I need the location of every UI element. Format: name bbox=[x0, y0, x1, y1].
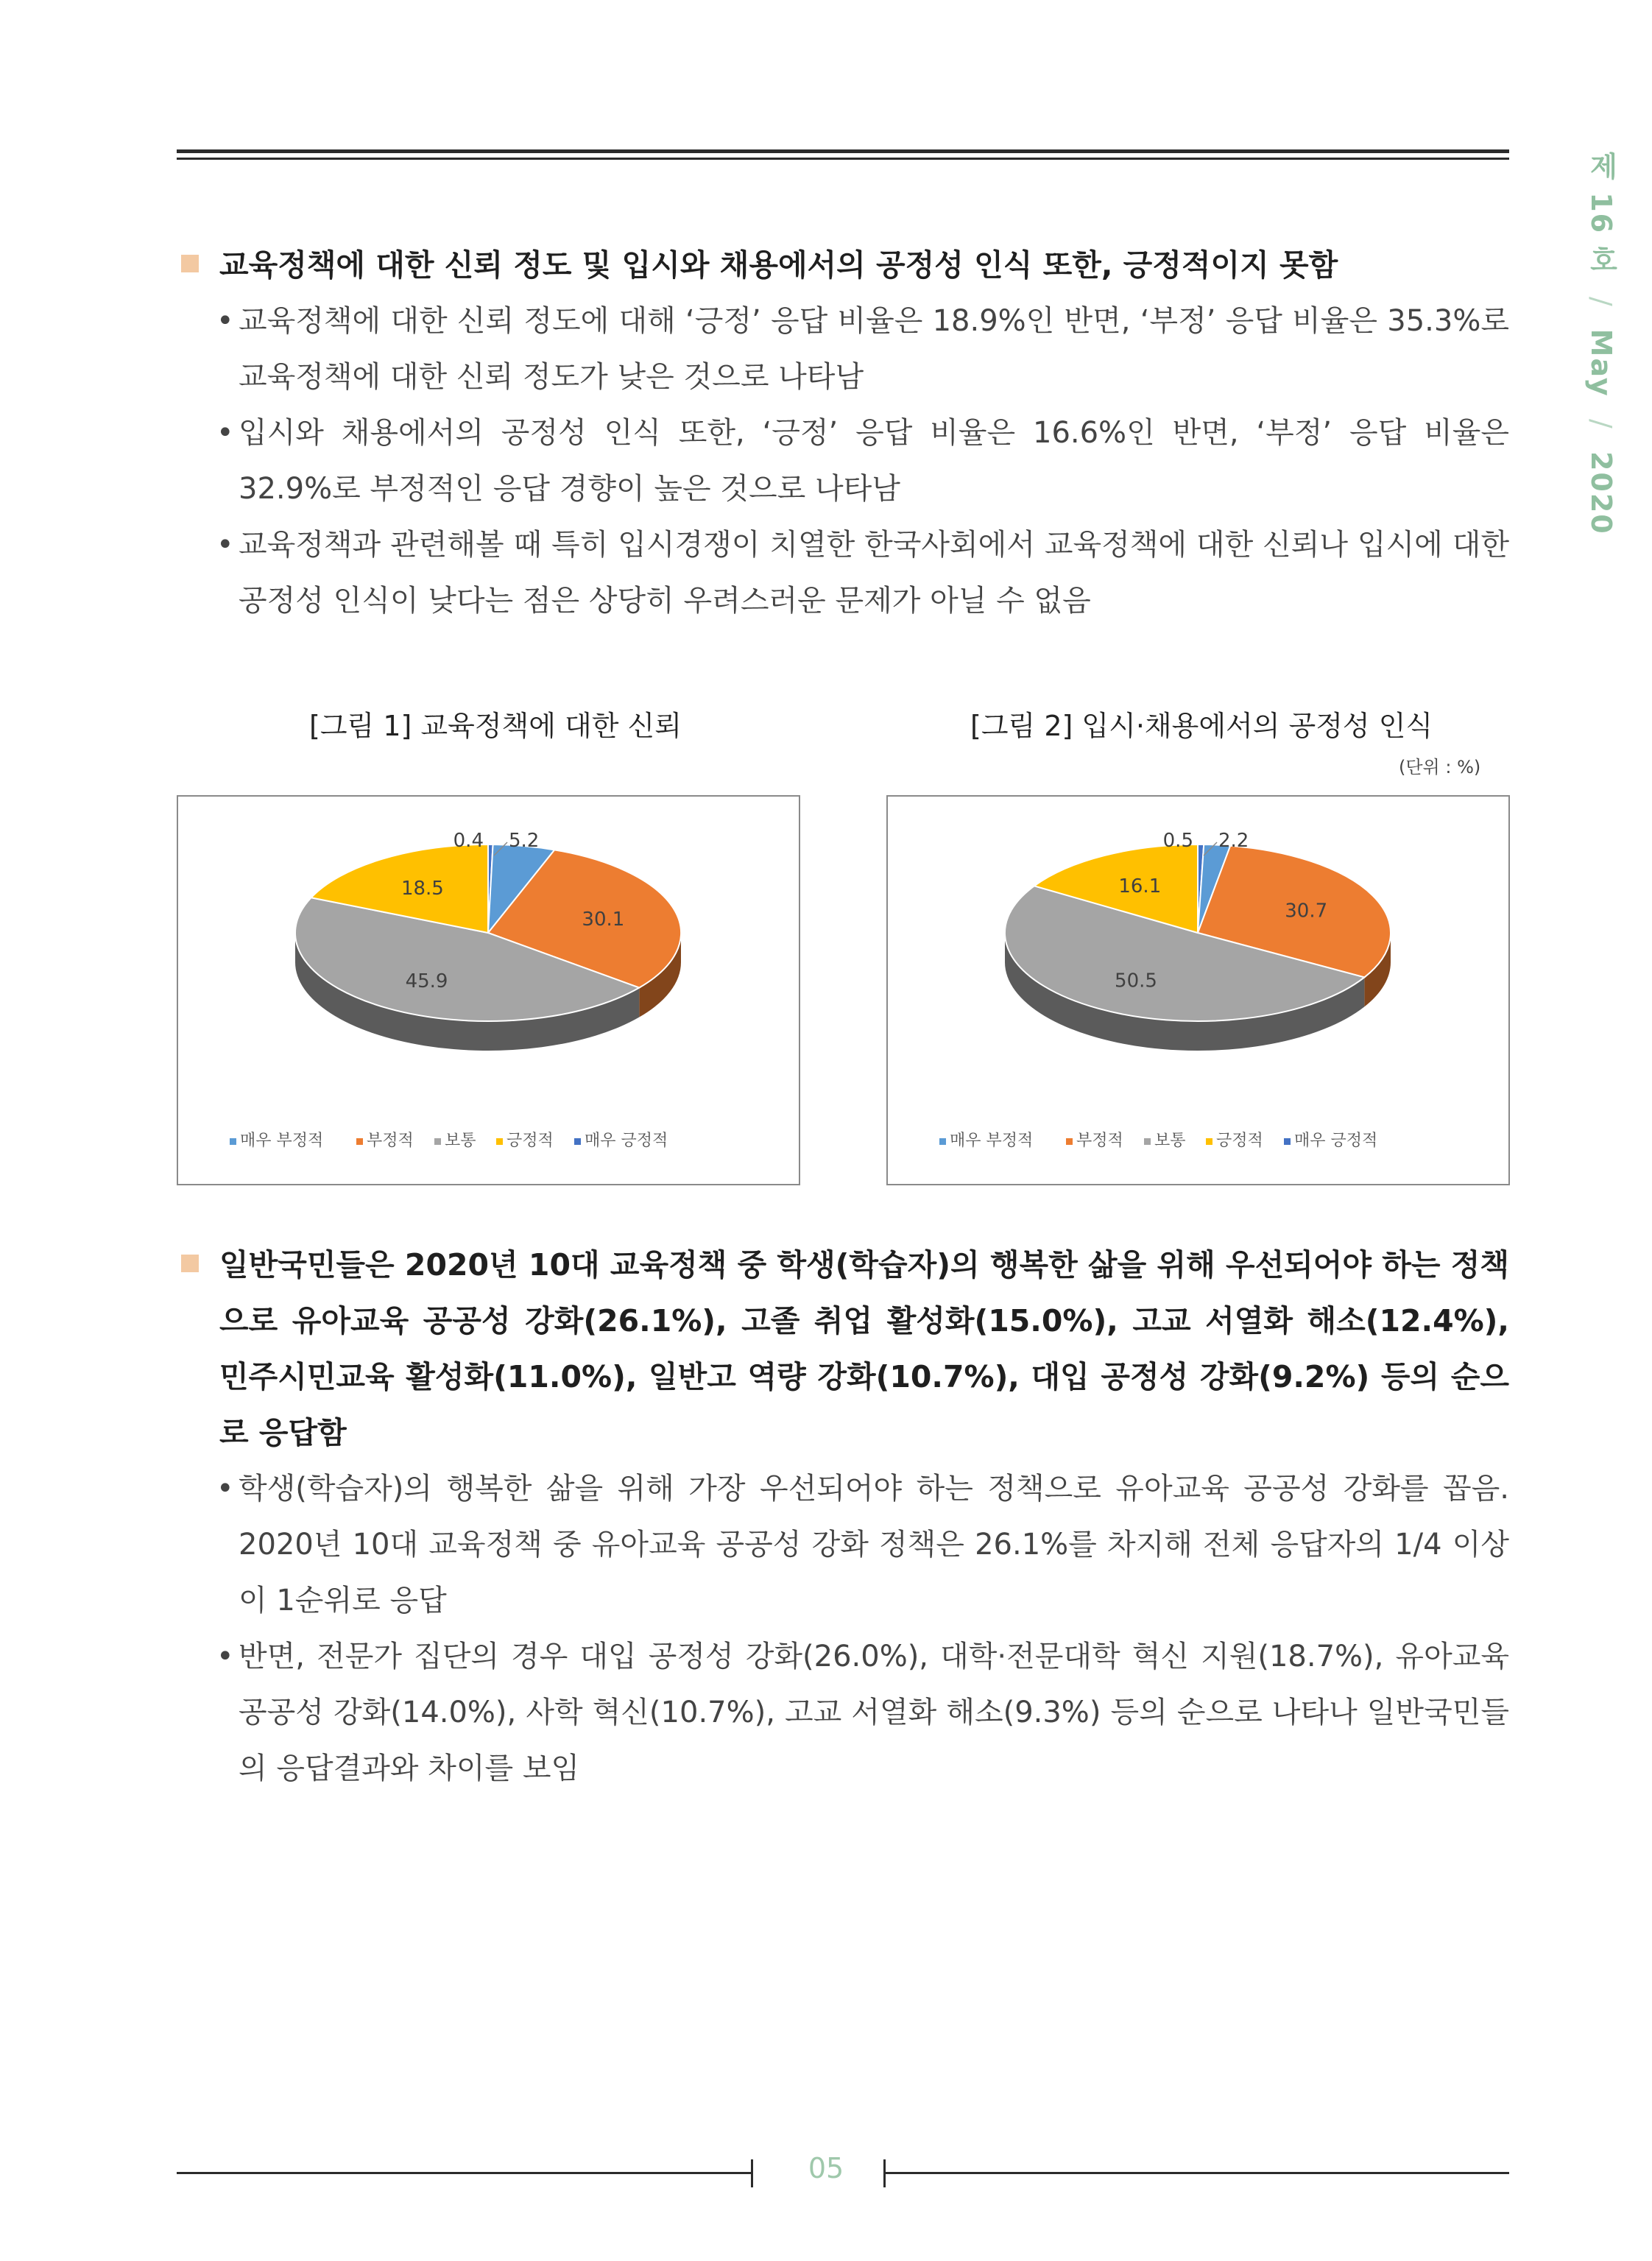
unit-label: (단위 : %) bbox=[1399, 757, 1481, 777]
section-title: 교육정책에 대한 신뢰 정도 및 입시와 채용에서의 공정성 인식 또한, 긍정적이지 못함 bbox=[219, 247, 1338, 283]
legend-swatch bbox=[1066, 1138, 1073, 1145]
issue-year: 2020 bbox=[1585, 451, 1617, 535]
legend-swatch bbox=[434, 1138, 441, 1145]
legend-label: 보통 bbox=[1154, 1132, 1186, 1150]
legend-swatch bbox=[230, 1138, 236, 1145]
data-label: 30.1 bbox=[582, 908, 625, 931]
list-item: • 반면, 전문가 집단의 경우 대입 공정성 강화(26.0%), 대학·전문대학 혁신 지원(18.7%), 유아교육 공공성 강화(14.0%), 사학 혁신(10.7%), 고교 서열화 해소(9.3%) 등의 순으로 나타나 일반국민들의 응답결과와 차이를 보임 bbox=[216, 1629, 1509, 1796]
footer-rule-right bbox=[883, 2172, 1509, 2174]
pie-chart-trust bbox=[178, 797, 799, 1184]
data-label: 30.7 bbox=[1285, 900, 1328, 923]
legend-swatch bbox=[939, 1138, 946, 1145]
legend-swatch bbox=[356, 1138, 363, 1145]
data-label: 45.9 bbox=[405, 970, 448, 992]
figure-1-title: [그림 1] 교육정책에 대한 신뢰 bbox=[309, 710, 682, 742]
legend-swatch bbox=[574, 1138, 581, 1145]
data-label: 0.5 bbox=[1162, 830, 1193, 852]
list-item: • 교육정책과 관련해볼 때 특히 입시경쟁이 치열한 한국사회에서 교육정책에 대한 신뢰나 입시에 대한 공정성 인식이 낮다는 점은 상당히 우려스러운 문제가 아닐 수 없음 bbox=[216, 517, 1509, 629]
data-label: 5.2 bbox=[509, 830, 540, 852]
footer-tick bbox=[751, 2159, 753, 2187]
footer-rule-left bbox=[177, 2172, 751, 2174]
data-label: 2.2 bbox=[1218, 830, 1249, 852]
separator: / bbox=[1585, 418, 1617, 430]
figure-2-chart bbox=[886, 795, 1510, 1185]
issue-label bbox=[1581, 152, 1622, 535]
legend-swatch bbox=[496, 1138, 503, 1145]
legend-label: 부정적 bbox=[367, 1132, 414, 1150]
legend-swatch bbox=[1284, 1138, 1291, 1145]
header-rule bbox=[177, 149, 1509, 161]
issue-number: 제 16 호 bbox=[1585, 152, 1617, 275]
legend-label: 매우 부정적 bbox=[240, 1132, 324, 1150]
bullet-list bbox=[177, 1461, 1509, 1796]
separator: / bbox=[1585, 296, 1617, 308]
legend-label: 매우 긍정적 bbox=[1294, 1132, 1378, 1150]
legend-label: 부정적 bbox=[1076, 1132, 1123, 1150]
data-label: 16.1 bbox=[1118, 875, 1162, 897]
legend-swatch bbox=[1206, 1138, 1212, 1145]
square-bullet-icon bbox=[181, 1255, 199, 1272]
section-trust bbox=[177, 237, 1509, 629]
square-bullet-icon bbox=[181, 255, 199, 272]
section-title: 일반국민들은 2020년 10대 교육정책 중 학생(학습자)의 행복한 삶을 위해 우선되어야 하는 정책으로 유아교육 공공성 강화(26.1%), 고졸 취업 활성화(15.0%), 고교 서열화 해소(12.4%), 민주시민교육 활성화(11.0%), 일반고 역량 강화(10.7%), 대입 공정성 강화(9.2%) 등의 순으로 응답함 bbox=[219, 1247, 1510, 1450]
page-number: 05 bbox=[808, 2152, 844, 2184]
list-item: • 학생(학습자)의 행복한 삶을 위해 가장 우선되어야 하는 정책으로 유아교육 공공성 강화를 꼽음. 2020년 10대 교육정책 중 유아교육 공공성 강화 정책은 26.1%를 차지해 전체 응답자의 1/4 이상이 1순위로 응답 bbox=[216, 1461, 1509, 1629]
list-item: • 교육정책에 대한 신뢰 정도에 대해 ‘긍정’ 응답 비율은 18.9%인 반면, ‘부정’ 응답 비율은 35.3%로 교육정책에 대한 신뢰 정도가 낮은 것으로 나타남 bbox=[216, 293, 1509, 405]
legend-label: 긍정적 bbox=[1216, 1132, 1263, 1150]
legend-label: 매우 부정적 bbox=[950, 1132, 1034, 1150]
legend-label: 매우 긍정적 bbox=[585, 1132, 668, 1150]
data-label: 0.4 bbox=[453, 830, 484, 852]
bullet-list bbox=[177, 293, 1509, 629]
figure-2-title: [그림 2] 입시·채용에서의 공정성 인식 bbox=[970, 710, 1433, 742]
pie-chart-fairness bbox=[888, 797, 1508, 1184]
data-label: 50.5 bbox=[1115, 970, 1157, 992]
legend-label: 보통 bbox=[445, 1132, 476, 1150]
figure-1-chart bbox=[177, 795, 800, 1185]
legend-swatch bbox=[1144, 1138, 1151, 1145]
data-label: 18.5 bbox=[400, 877, 444, 900]
issue-month: May bbox=[1585, 328, 1617, 398]
list-item: • 입시와 채용에서의 공정성 인식 또한, ‘긍정’ 응답 비율은 16.6%인 반면, ‘부정’ 응답 비율은 32.9%로 부정적인 응답 경향이 높은 것으로 나타남 bbox=[216, 405, 1509, 517]
section-priority-policy bbox=[177, 1237, 1509, 1796]
legend-label: 긍정적 bbox=[506, 1132, 554, 1150]
